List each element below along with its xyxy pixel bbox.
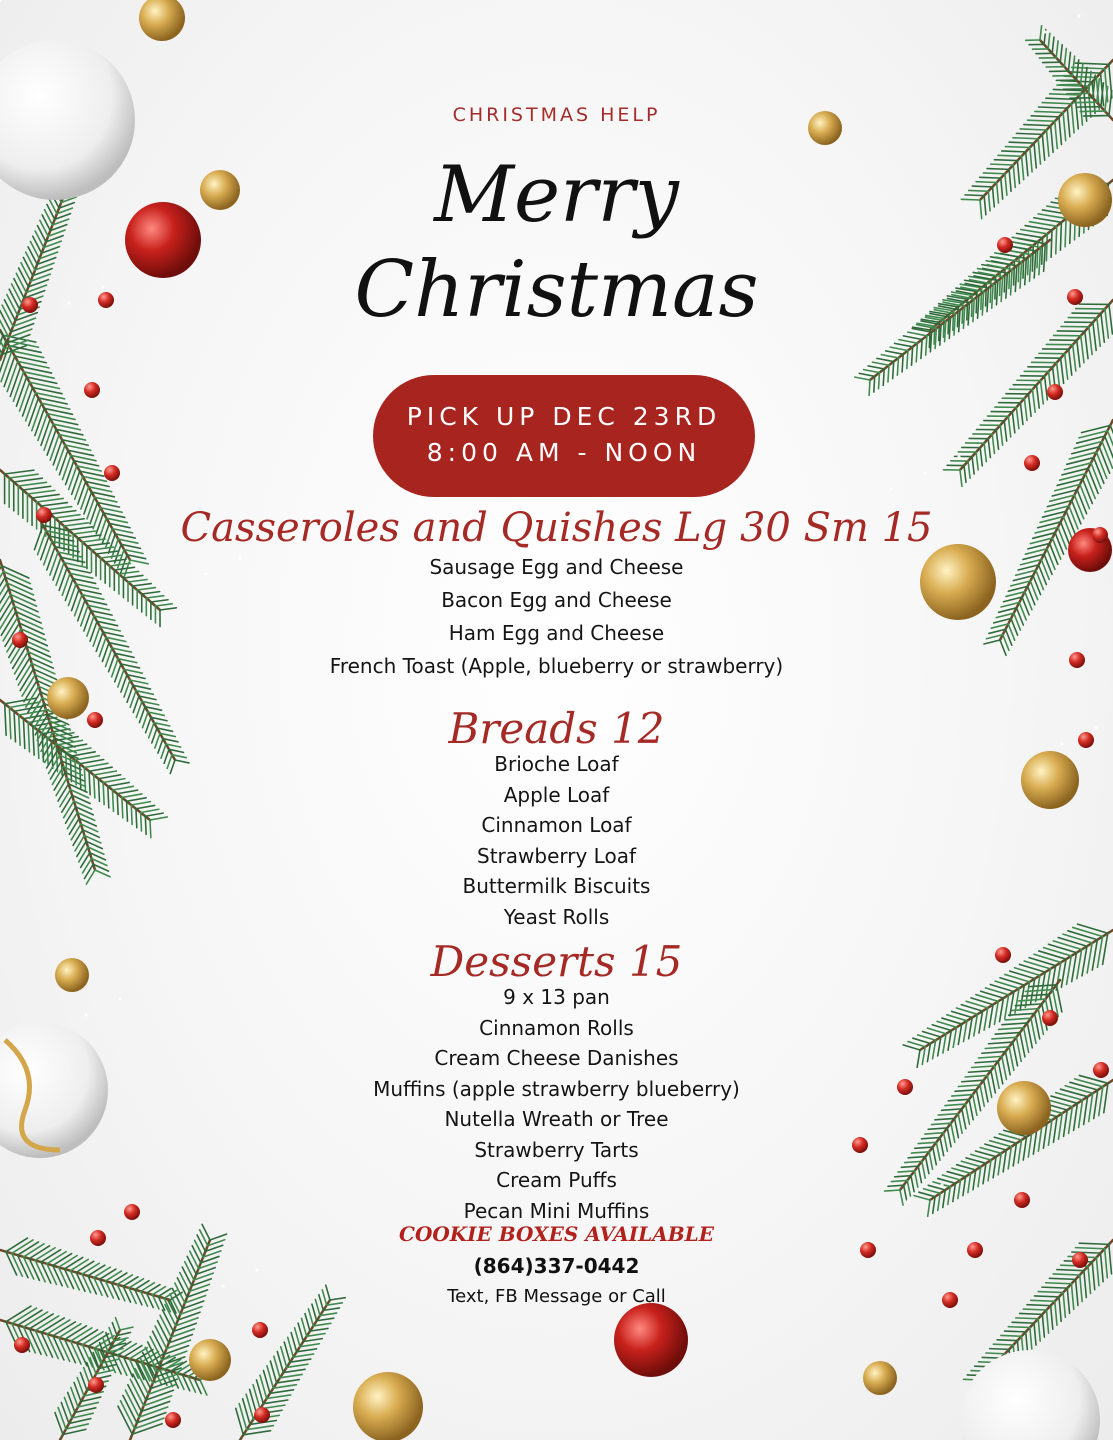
berry [1047, 384, 1063, 400]
list-item: Muffins (apple strawberry blueberry) [373, 1076, 740, 1101]
sparkle [0, 0, 2, 2]
sparkle [889, 487, 892, 490]
list-item: Nutella Wreath or Tree [444, 1107, 669, 1131]
list-item: Yeast Rolls [503, 904, 610, 929]
desserts-list [0, 982, 1113, 1226]
gold-ornament [189, 1339, 231, 1381]
pickup-badge [373, 375, 755, 497]
list-item: French Toast (Apple, blueberry or strawberry) [329, 654, 784, 678]
desserts-heading: Desserts 15 [430, 937, 683, 986]
list-item: Cream Cheese Danishes [434, 1046, 679, 1070]
berry [88, 1377, 104, 1393]
gold-ornament [139, 0, 185, 41]
gold-ornament [863, 1361, 897, 1395]
gold-ornament [353, 1372, 423, 1440]
red-ornament [614, 1303, 688, 1377]
phone-number: (864)337-0442 [473, 1254, 640, 1278]
list-item: Brioche Loaf [494, 752, 619, 776]
berry [252, 1322, 268, 1338]
breads-list [0, 749, 1113, 932]
list-item: Cinnamon Loaf [481, 813, 632, 837]
list-item: Cream Puffs [496, 1168, 617, 1192]
list-item: Ham Egg and Cheese [448, 621, 665, 645]
kicker-text: CHRISTMAS HELP [452, 104, 661, 126]
berry [14, 1337, 30, 1353]
title-christmas: Christmas [354, 245, 759, 335]
berry [254, 1407, 270, 1423]
list-item: Cinnamon Rolls [479, 1015, 634, 1040]
cookie-boxes-note: COOKIE BOXES AVAILABLE [399, 1222, 714, 1246]
sparkle [957, 455, 960, 458]
casseroles-heading: Casseroles and Quishes Lg 30 Sm 15 [180, 505, 933, 551]
sparkle [1077, 14, 1080, 17]
pickup-time: 8:00 AM - NOON [426, 438, 702, 467]
sparkle [923, 471, 926, 474]
list-item: Sausage Egg and Cheese [429, 555, 684, 579]
casseroles-list [0, 551, 1113, 683]
title-merry: Merry [434, 150, 679, 240]
white-ornament [960, 1350, 1100, 1440]
berry [84, 382, 100, 398]
pine-branch [236, 1285, 345, 1440]
sparkle [1043, 30, 1046, 33]
list-item: Strawberry Loaf [477, 843, 636, 868]
berry [104, 465, 120, 481]
list-item: 9 x 13 pan [503, 985, 610, 1009]
list-item: Apple Loaf [503, 782, 610, 807]
list-item: Strawberry Tarts [474, 1137, 639, 1162]
contact-methods: Text, FB Message or Call [447, 1286, 666, 1307]
breads-heading: Breads 12 [448, 704, 665, 753]
list-item: Pecan Mini Muffins [463, 1198, 650, 1223]
list-item: Buttermilk Biscuits [462, 874, 651, 898]
berry [165, 1412, 181, 1428]
pickup-date: PICK UP DEC 23RD [406, 402, 722, 431]
list-item: Bacon Egg and Cheese [441, 588, 672, 612]
berry [1024, 455, 1040, 471]
